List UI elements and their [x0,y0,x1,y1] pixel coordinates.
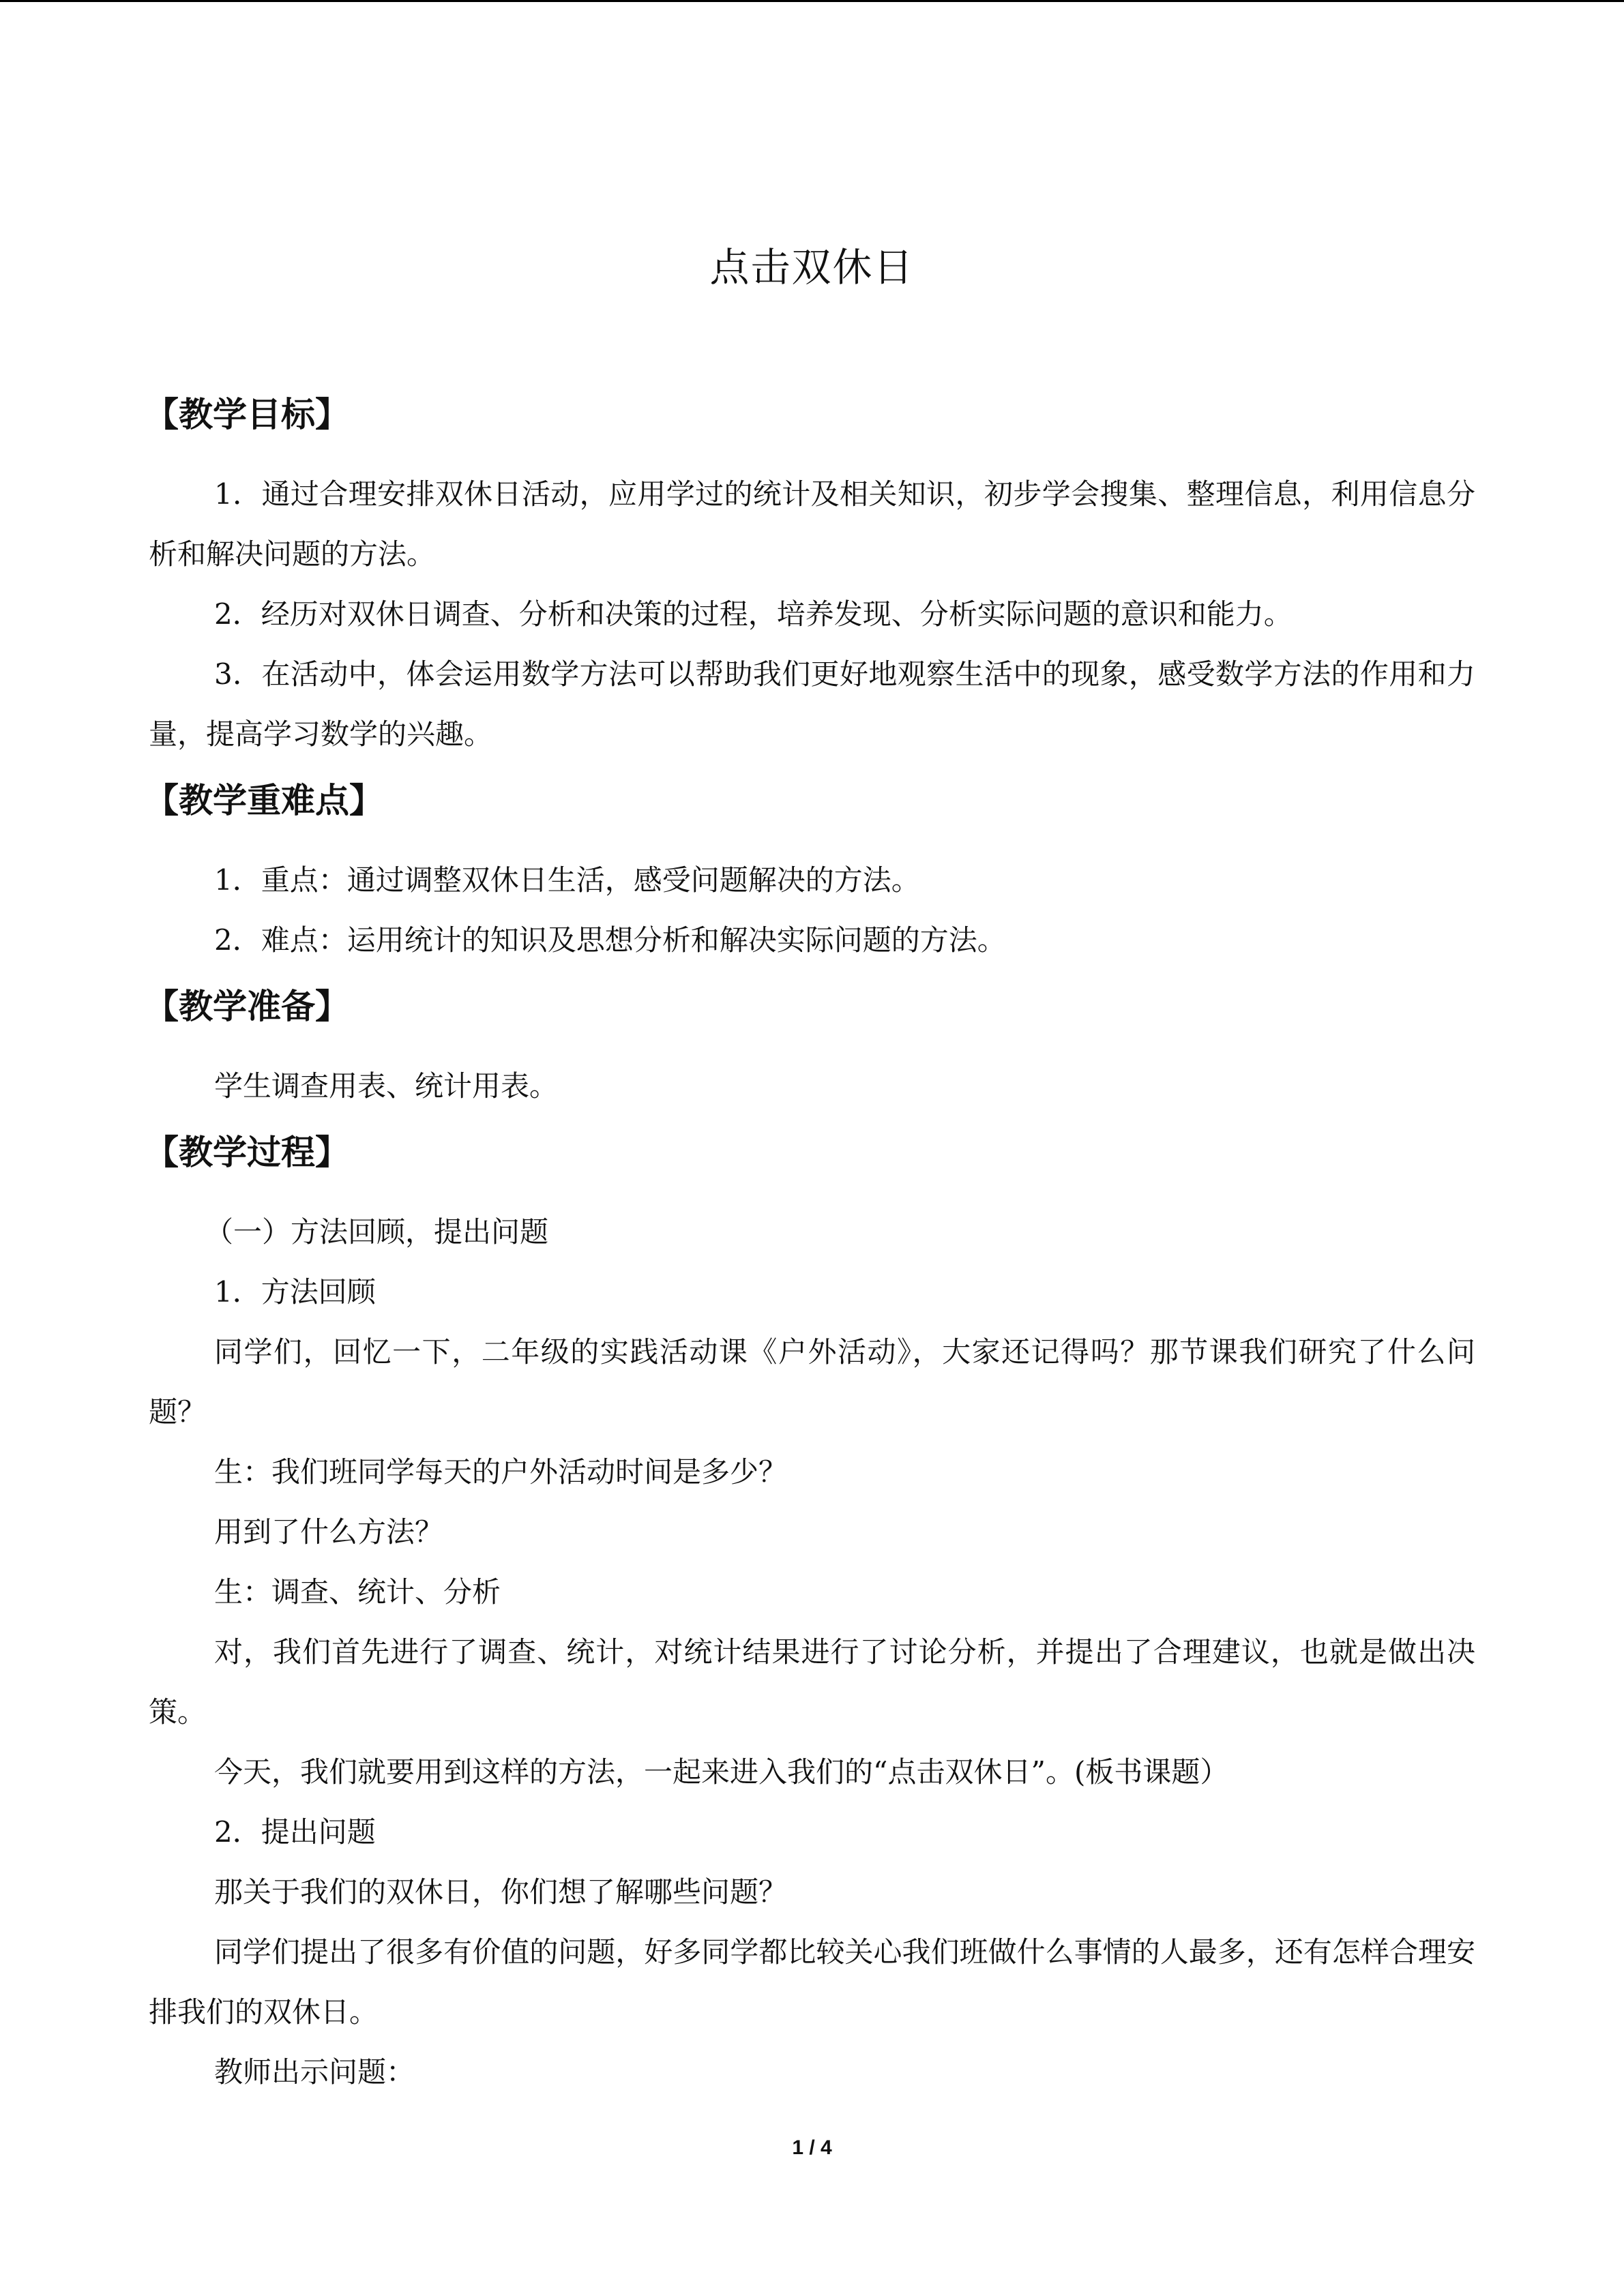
process-line: 生：我们班同学每天的户外活动时间是多少？ [214,1455,788,1489]
section-heading-preparation: 【教学准备】 [145,987,349,1026]
section-heading-objectives: 【教学目标】 [145,395,349,434]
process-subheading: （一）方法回顾，提出问题 [205,1215,549,1249]
process-line: 那关于我们的双休日，你们想了解哪些问题？ [214,1875,788,1909]
page-number: 1 / 4 [792,2136,832,2159]
process-line: 教师出示问题： [214,2055,415,2089]
process-line: 1．方法回顾 [214,1275,376,1309]
process-line: 同学们，回忆一下，二年级的实践活动课《户外活动》，大家还记得吗？那节课我们研究了什么问题？ [149,1335,1475,1429]
key-point-item: 1．重点：通过调整双休日生活，感受问题解决的方法。 [214,863,920,897]
process-line: 用到了什么方法？ [214,1515,444,1549]
process-line: 同学们提出了很多有价值的问题，好多同学都比较关心我们班做什么事情的人最多，还有怎样合理安排我们的双休日。 [149,1935,1475,2029]
process-line: 生：调查、统计、分析 [214,1575,501,1609]
objective-item: 1．通过合理安排双休日活动，应用学过的统计及相关知识，初步学会搜集、整理信息，利用信息分析和解决问题的方法。 [149,477,1475,571]
key-point-item: 2．难点：运用统计的知识及思想分析和解决实际问题的方法。 [214,923,1006,957]
process-line: 今天，我们就要用到这样的方法，一起来进入我们的“点击双休日”。(板书课题） [214,1755,1229,1789]
objective-item: 2．经历对双休日调查、分析和决策的过程，培养发现、分析实际问题的意识和能力。 [214,597,1293,631]
objective-item: 3．在活动中，体会运用数学方法可以帮助我们更好地观察生活中的现象，感受数学方法的作用和力量，提高学习数学的兴趣。 [149,657,1475,751]
process-line: 对，我们首先进行了调查、统计，对统计结果进行了讨论分析，并提出了合理建议，也就是做出决策。 [149,1635,1475,1729]
document-title: 点击双休日 [709,243,915,290]
top-border-line [0,0,1624,2]
section-heading-key-points: 【教学重难点】 [145,781,383,820]
process-line: 2．提出问题 [214,1815,376,1849]
section-heading-process: 【教学过程】 [145,1133,349,1172]
preparation-text: 学生调查用表、统计用表。 [214,1069,559,1103]
